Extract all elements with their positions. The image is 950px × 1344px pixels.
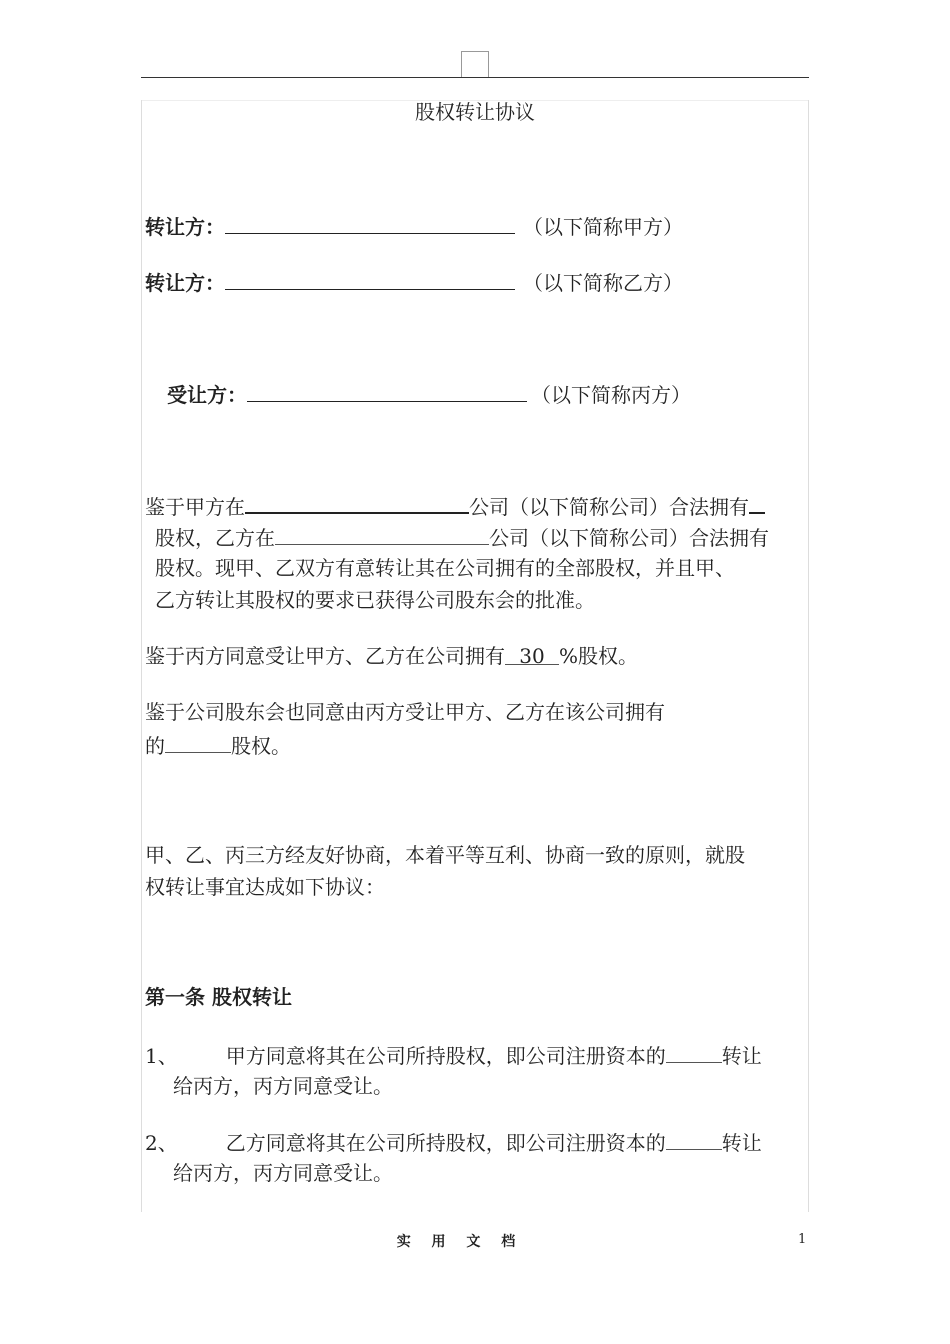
- document-title: 股权转让协议: [415, 100, 535, 124]
- party-transferor-b: [145, 265, 683, 299]
- item-number: 1、: [145, 1044, 178, 1068]
- text: 鉴于丙方同意受让甲方、乙方在公司拥有: [145, 644, 505, 668]
- text: 公司（以下简称公司）合法拥有: [469, 495, 749, 519]
- text: 转让: [721, 1131, 762, 1155]
- article1-heading: 第一条 股权转让: [145, 985, 292, 1009]
- party-label: 转让方：: [145, 215, 225, 239]
- whereas2: [145, 640, 638, 672]
- percent-value: 30: [505, 640, 559, 665]
- percent-blank: [666, 1125, 722, 1150]
- party-name-blank: [225, 265, 515, 290]
- whereas1-line1: [145, 488, 765, 523]
- text: 股权。: [231, 734, 291, 758]
- text: 乙方同意将其在公司所持股权，即公司注册资本的: [225, 1131, 666, 1155]
- whereas1-line4: 乙方转让其股权的要求已获得公司股东会的批准。: [155, 588, 595, 612]
- text: %股权。: [559, 644, 639, 668]
- whereas1-line3: 股权。现甲、乙双方有意转让其在公司拥有的全部股权，并且甲、: [155, 556, 735, 580]
- company-blank: [275, 520, 489, 545]
- header-box: [461, 51, 489, 77]
- text: 转让: [721, 1044, 762, 1068]
- text: 的: [145, 734, 165, 758]
- party-transferee: [167, 377, 691, 411]
- article1-item1-line2: 给丙方，丙方同意受让。: [173, 1074, 393, 1098]
- party-label: 受让方：: [167, 383, 247, 407]
- page-frame-right: [808, 100, 809, 1212]
- party-transferor-a: [145, 209, 683, 243]
- party-label: 转让方：: [145, 271, 225, 295]
- item-number: 2、: [145, 1131, 178, 1155]
- footer-label: 实 用 文 档: [396, 1234, 524, 1250]
- whereas1-line2: [155, 520, 769, 554]
- text: 甲方同意将其在公司所持股权，即公司注册资本的: [225, 1044, 666, 1068]
- company-blank: [245, 488, 469, 514]
- party-note: （以下简称乙方）: [523, 271, 683, 295]
- intro-line1: 甲、乙、丙三方经友好协商，本着平等互利、协商一致的原则，就股: [145, 843, 745, 867]
- page-number: 1: [798, 1232, 807, 1247]
- article1-item2-line2: 给丙方，丙方同意受让。: [173, 1161, 393, 1185]
- party-name-blank: [247, 377, 527, 402]
- header-rule: [141, 77, 809, 78]
- text: 股权，乙方在: [155, 526, 275, 550]
- party-name-blank: [225, 209, 515, 234]
- intro-line2: 权转让事宜达成如下协议：: [145, 875, 385, 899]
- share-blank: [165, 728, 231, 753]
- whereas3-line1: 鉴于公司股东会也同意由丙方受让甲方、乙方在该公司拥有: [145, 700, 665, 724]
- article1-item1-line1: [145, 1038, 762, 1072]
- whereas3-line2: [145, 728, 291, 762]
- share-blank: [749, 488, 765, 514]
- party-note: （以下简称丙方）: [531, 383, 691, 407]
- percent-blank: [666, 1038, 722, 1063]
- page-frame-left: [141, 100, 142, 1212]
- text: 鉴于甲方在: [145, 495, 245, 519]
- party-note: （以下简称甲方）: [523, 215, 683, 239]
- article1-item2-line1: [145, 1125, 762, 1159]
- text: 公司（以下简称公司）合法拥有: [489, 526, 769, 550]
